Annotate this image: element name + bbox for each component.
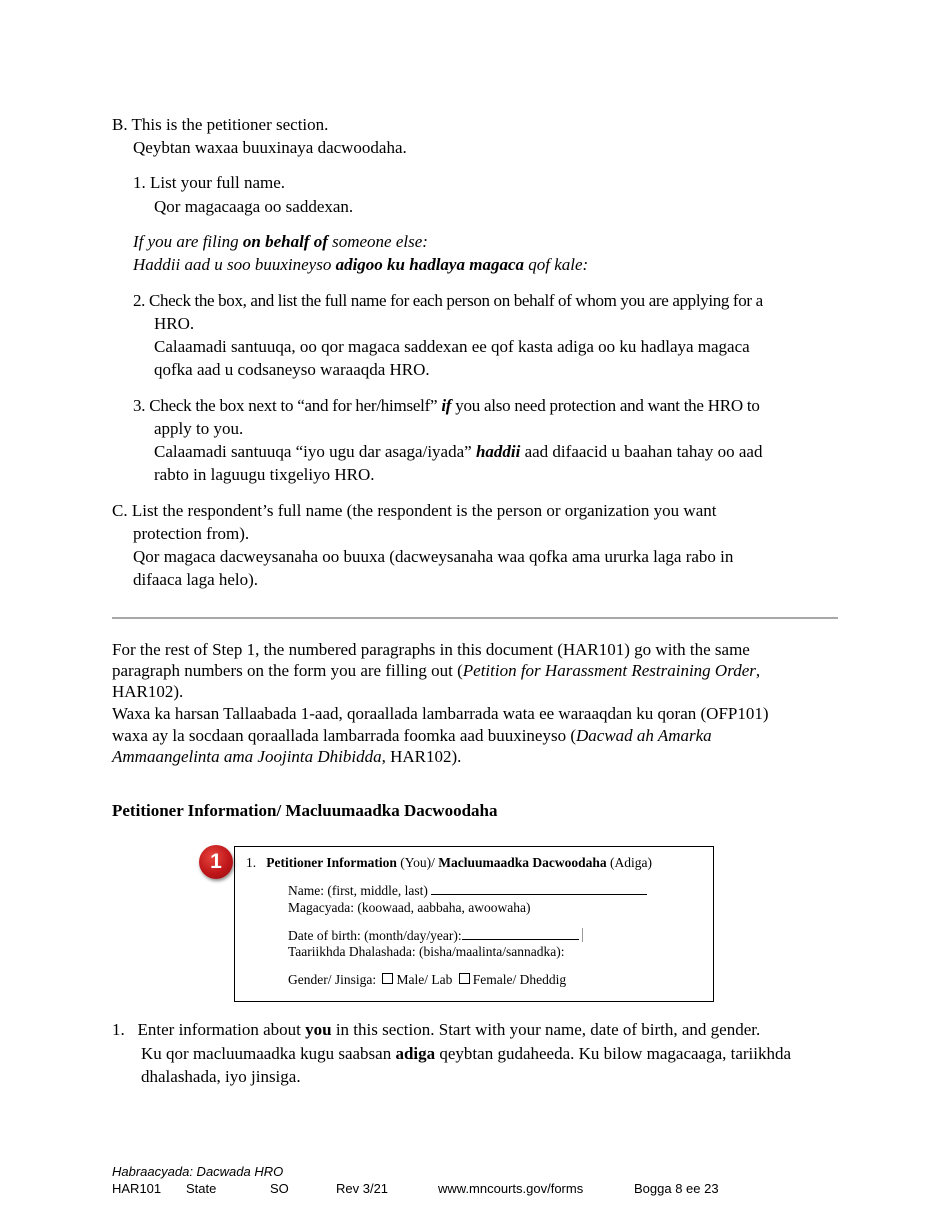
form-gender-field: Gender/ Jinsiga: Male/ Lab Female/ Dheddig [288,972,567,987]
name-blank-line [431,882,647,895]
rest-paragraph-line-5: waxa ay la socdaan qoraallada lambarrada foomka aad buuxineyso (Dacwad ah Amarka [112,726,712,745]
section-c-translation-cont: difaaca laga helo). [133,570,259,589]
enter-info-translation-cont: dhalashada, iyo jinsiga. [141,1067,301,1086]
item-1-translation: Qor magacaaga oo saddexan. [154,197,354,216]
form-dob-translation: Taariikhda Dhalashada: (bisha/maalinta/sannadka): [288,944,565,959]
female-checkbox-icon [459,973,470,984]
section-b-heading: B. This is the petitioner section. [112,115,329,134]
step-number-badge: 1 [199,845,233,879]
item-2-instruction: 2. Check the box, and list the full name for each person on behalf of whom you are applying for a [133,291,763,310]
section-b-heading-translation: Qeybtan waxaa buuxinaya dacwoodaha. [133,138,407,157]
section-divider [112,617,838,619]
rest-paragraph-line-6: Ammaangelinta ama Joojinta Dhibidda, HAR102). [112,747,462,766]
form-name-translation: Magacyada: (koowaad, aabbaha, awoowaha) [288,900,531,915]
rest-paragraph-line-1: For the rest of Step 1, the numbered paragraphs in this document (HAR101) go with the same [112,640,750,659]
behalf-note: If you are filing on behalf of someone else: [133,232,428,251]
section-c-instruction-cont: protection from). [133,524,250,543]
item-1-instruction: 1. List your full name. [133,173,286,192]
section-c-instruction: C. List the respondent’s full name (the respondent is the person or organization you want [112,501,717,520]
form-name-field: Name: (first, middle, last) [288,882,647,899]
rest-paragraph-line-4: Waxa ka harsan Tallaabada 1-aad, qoraallada lambarrada wata ee waraaqdan ku qoran (OFP101) [112,704,769,723]
footer-title: Habraacyada: Dacwada HRO [112,1164,284,1179]
dob-blank-line [462,927,579,940]
footer-state: State [186,1181,217,1196]
enter-info-instruction: 1. Enter information about you in this section. Start with your name, date of birth, and gender. [112,1020,761,1039]
rest-paragraph-line-2: paragraph numbers on the form you are filling out (Petition for Harassment Restraining Order, [112,661,761,680]
behalf-note-translation: Haddii aad u soo buuxineyso adigoo ku hadlaya magaca qof kale: [133,255,589,274]
footer-form-code: HAR101 [112,1181,162,1196]
footer-revision: Rev 3/21 [336,1181,389,1196]
footer-language: SO [270,1181,289,1196]
item-2-translation-cont: qofka aad u codsaneyso waraaqda HRO. [154,360,430,379]
item-3-translation: Calaamadi santuuqa “iyo ugu dar asaga/iyada” haddii aad difaacid u baahan tahay oo aad [154,442,763,461]
item-3-instruction: 3. Check the box next to “and for her/himself” if you also need protection and want the HRO to [133,396,760,415]
section-c-translation: Qor magaca dacweysanaha oo buuxa (dacweysanaha waa qofka ama ururka laga rabo in [133,547,734,566]
item-3-translation-cont: rabto in laguugu tixgeliyo HRO. [154,465,375,484]
dob-field-end-mark [582,928,583,942]
item-2-translation: Calaamadi santuuqa, oo qor magaca saddexan ee qof kasta adiga oo ku hadlaya magaca [154,337,750,356]
petitioner-info-heading: Petitioner Information/ Macluumaadka Dacwoodaha [112,801,498,820]
rest-paragraph-line-3: HAR102). [112,682,184,701]
enter-info-translation: Ku qor macluumaadka kugu saabsan adiga qeybtan gudaheeda. Ku bilow magacaaga, tariikhda [141,1044,792,1063]
item-3-instruction-cont: apply to you. [154,419,244,438]
form-excerpt-figure [234,846,714,1002]
form-excerpt-title: 1. Petitioner Information (You)/ Macluumaadka Dacwoodaha (Adiga) [246,855,653,870]
footer-url[interactable]: www.mncourts.gov/forms [438,1181,584,1196]
item-2-instruction-cont: HRO. [154,314,195,333]
footer-page-number: Bogga 8 ee 23 [634,1181,719,1196]
form-dob-field: Date of birth: (month/day/year): [288,927,583,944]
male-checkbox-icon [382,973,393,984]
